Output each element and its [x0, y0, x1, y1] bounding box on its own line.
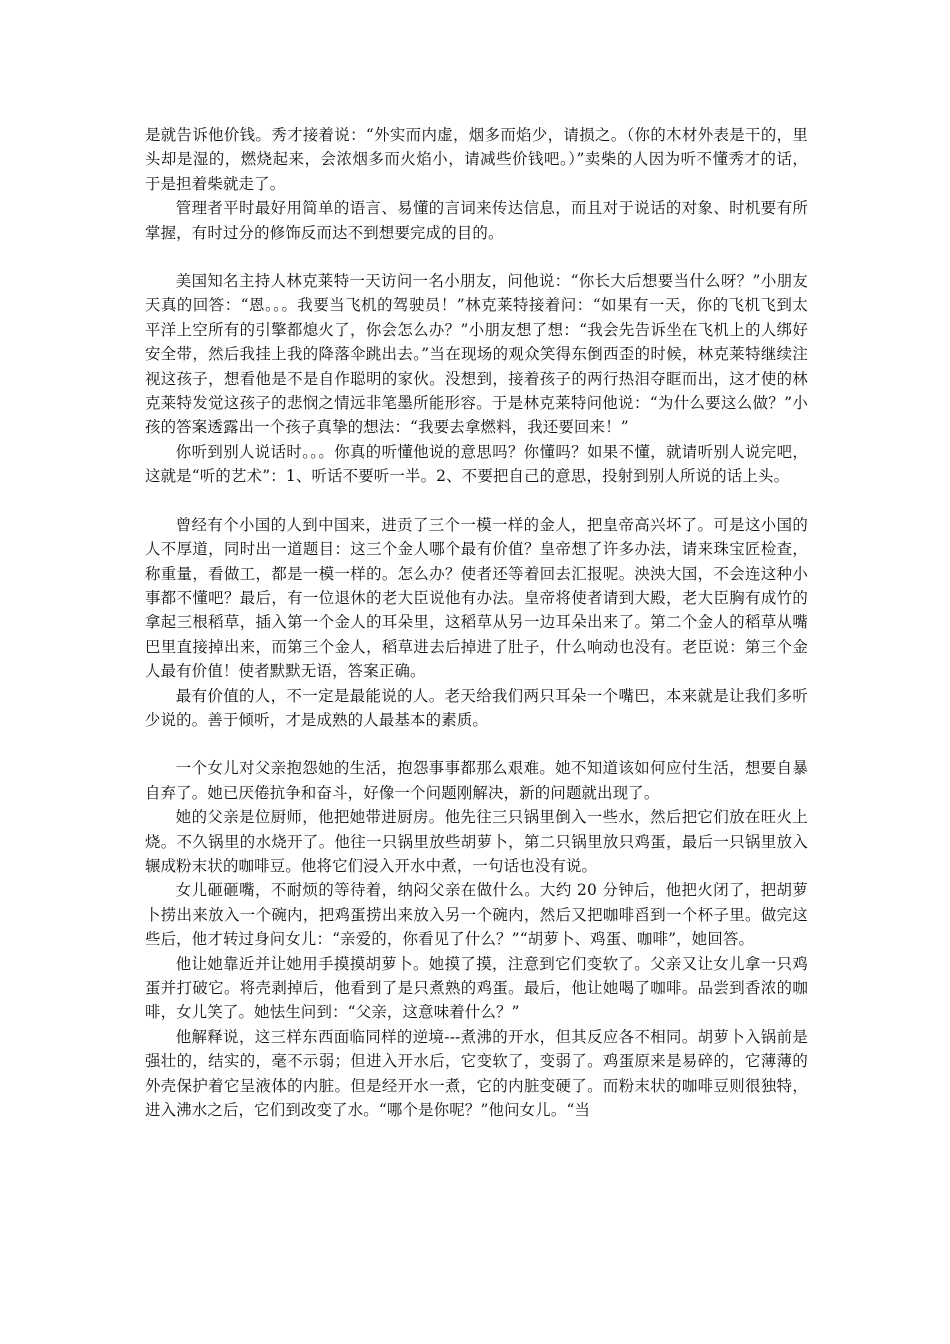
paragraph-10: 他让她靠近并让她用手摸摸胡萝卜。她摸了摸，注意到它们变软了。父亲又让女儿拿一只鸡蛋并打破它。将壳剥掉后，他看到了是只煮熟的鸡蛋。最后，他让她喝了咖啡。品尝到香浓的咖啡，女儿笑了。她怯生问到：“父亲，这意味着什么？” [145, 954, 808, 1022]
paragraph-3: 美国知名主持人林克莱特一天访问一名小朋友，问他说：“你长大后想要当什么呀？”小朋友天真的回答：“恩。。。我要当飞机的驾驶员！”林克莱特接着问：“如果有一天，你的飞机飞到太平洋上空所有的引擎都熄火了，你会怎么办？”小朋友想了想：“我会先告诉坐在飞机上的人绑好安全带，然后我挂上我的降落伞跳出去。”当在现场的观众笑得东倒西歪的时候，林克莱特继续注视这孩子，想看他是不是自作聪明的家伙。没想到，接着孩子的两行热泪夺眶而出，这才使的林克莱特发觉这孩子的悲悯之情远非笔墨所能形容。于是林克莱特问他说：“为什么要这么做？”小孩的答案透露出一个孩子真挚的想法：“我要去拿燃料，我还要回来！” [145, 272, 808, 437]
paragraph-7: 一个女儿对父亲抱怨她的生活，抱怨事事都那么艰难。她不知道该如何应付生活，想要自暴自弃了。她已厌倦抗争和奋斗，好像一个问题刚解决，新的问题就出现了。 [145, 759, 808, 802]
paragraph-6: 最有价值的人，不一定是最能说的人。老天给我们两只耳朵一个嘴巴，本来就是让我们多听少说的。善于倾听，才是成熟的人最基本的素质。 [145, 686, 808, 729]
paragraph-9: 女儿砸砸嘴，不耐烦的等待着，纳闷父亲在做什么。大约 20 分钟后，他把火闭了，把胡萝卜捞出来放入一个碗内，把鸡蛋捞出来放入另一个碗内，然后又把咖啡舀到一个杯子里。做完这些后，他才转过身问女儿：“亲爱的，你看见了什么？”“胡萝卜、鸡蛋、咖啡”，她回答。 [145, 881, 808, 949]
paragraph-1: 是就告诉他价钱。秀才接着说：“外实而内虚，烟多而焰少，请损之。（你的木材外表是干的，里头却是湿的，燃烧起来，会浓烟多而火焰小，请减些价钱吧。）”卖柴的人因为听不懂秀才的话，于是担着柴就走了。 [145, 126, 808, 193]
paragraph-4: 你听到别人说话时。。。你真的听懂他说的意思吗？你懂吗？如果不懂，就请听别人说完吧，这就是“听的艺术”：1、听话不要听一半。2、不要把自己的意思，投射到别人所说的话上头。 [145, 442, 808, 486]
paragraph-11: 他解释说，这三样东西面临同样的逆境---煮沸的开水，但其反应各不相同。胡萝卜入锅前是强壮的，结实的，毫不示弱；但进入开水后，它变软了，变弱了。鸡蛋原来是易碎的，它薄薄的外壳保护着它呈液体的内脏。但是经开水一煮，它的内脏变硬了。而粉末状的咖啡豆则很独特，进入沸水之后，它们到改变了水。“哪个是你呢？”他问女儿。“当 [145, 1027, 808, 1120]
section-gap [145, 732, 808, 756]
section-gap [145, 245, 808, 269]
paragraph-8: 她的父亲是位厨师，他把她带进厨房。他先往三只锅里倒入一些水，然后把它们放在旺火上烧。不久锅里的水烧开了。他往一只锅里放些胡萝卜，第二只锅里放只鸡蛋，最后一只锅里放入辗成粉末状的咖啡豆。他将它们浸入开水中煮，一句话也没有说。 [145, 808, 808, 875]
section-gap [145, 489, 808, 513]
paragraph-2: 管理者平时最好用简单的语言、易懂的言词来传达信息，而且对于说话的对象、时机要有所掌握，有时过分的修饰反而达不到想要完成的目的。 [145, 199, 808, 242]
paragraph-5: 曾经有个小国的人到中国来，进贡了三个一模一样的金人，把皇帝高兴坏了。可是这小国的人不厚道，同时出一道题目：这三个金人哪个最有价值？皇帝想了许多办法，请来珠宝匠检查，称重量，看做工，都是一模一样的。怎么办？使者还等着回去汇报呢。泱泱大国，不会连这种小事都不懂吧？最后，有一位退休的老大臣说他有办法。皇帝将使者请到大殿，老大臣胸有成竹的拿起三根稻草，插入第一个金人的耳朵里，这稻草从另一边耳朵出来了。第二个金人的稻草从嘴巴里直接掉出来，而第三个金人，稻草进去后掉进了肚子，什么响动也没有。老臣说：第三个金人最有价值！使者默默无语，答案正确。 [145, 515, 808, 681]
